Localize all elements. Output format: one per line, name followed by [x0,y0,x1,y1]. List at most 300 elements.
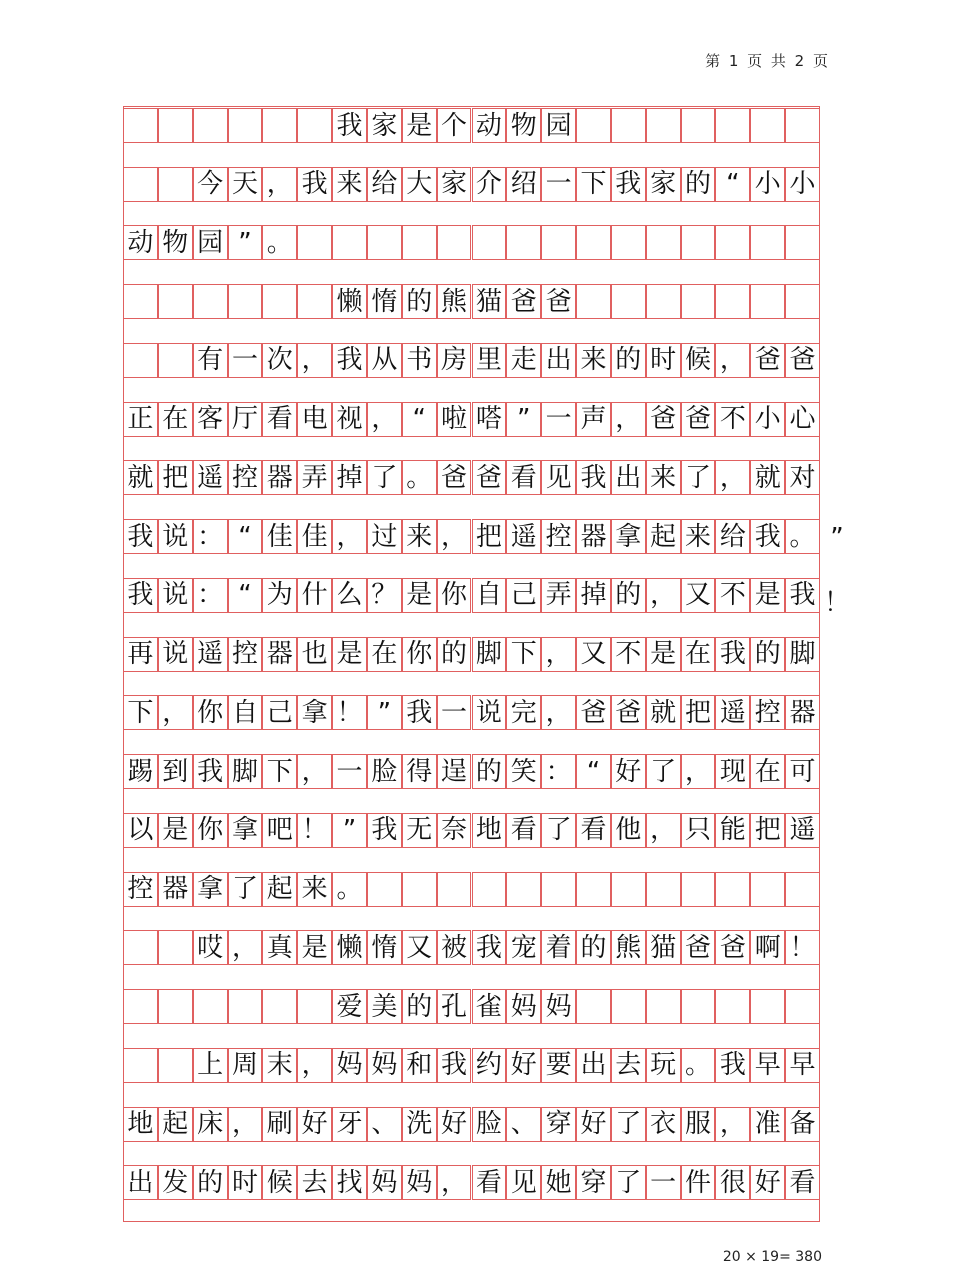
grid-cell [785,108,820,143]
grid-cell [228,989,263,1024]
grid-cell: ， [228,930,263,965]
grid-cell: 玩 [646,1048,681,1083]
grid-cell [541,872,576,907]
grid-cell: 妈 [541,989,576,1024]
grid-cell: 啊 [750,930,785,965]
grid-cell: 把 [750,813,785,848]
grid-cell: ， [646,578,681,613]
grid-cell: 真 [262,930,297,965]
grid-cell: 一 [646,1165,681,1200]
grid-cell: 惰 [367,284,402,319]
grid-cell: 了 [541,813,576,848]
grid-cell: 。 [681,1048,716,1083]
grid-cell: 穿 [541,1107,576,1142]
grid-cell: 见 [506,1165,541,1200]
grid-cell [785,872,820,907]
grid-cell: 妈 [332,1048,367,1083]
grid-cell: 我 [750,519,785,554]
grid-cell [611,284,646,319]
grid-cell: 早 [750,1048,785,1083]
grid-cell: 拿 [228,813,263,848]
grid-cell: 是 [750,578,785,613]
grid-cell [367,872,402,907]
grid-cell: ！ [785,930,820,965]
grid-cell [576,872,611,907]
grid-cell: 我 [193,754,228,789]
grid-cell: 对 [785,460,820,495]
grid-cell [193,284,228,319]
grid-cell: 奈 [437,813,472,848]
grid-cell: 、 [367,1107,402,1142]
grid-cell [228,284,263,319]
grid-cell: 掉 [576,578,611,613]
grid-cell: 完 [506,695,541,730]
grid-cell: 我 [367,813,402,848]
grid-cell [262,108,297,143]
grid-cell [785,989,820,1024]
grid-cell [158,1048,193,1083]
grid-cell: 好 [750,1165,785,1200]
grid-cell: 我 [297,167,332,202]
overflow-punctuation: ” [830,523,844,554]
grid-cell: 就 [123,460,158,495]
grid-cell: 什 [297,578,332,613]
grid-cell: 可 [785,754,820,789]
grid-cell [750,284,785,319]
grid-cell: 的 [402,284,437,319]
grid-cell: 爸 [715,930,750,965]
grid-cell: ， [681,754,716,789]
grid-cell: 下 [576,167,611,202]
grid-cell: 、 [506,1107,541,1142]
grid-cell: 好 [437,1107,472,1142]
grid-cell: 看 [506,460,541,495]
grid-cell: 动 [123,225,158,260]
grid-cell: 地 [472,813,507,848]
grid-cell [576,225,611,260]
grid-cell [785,225,820,260]
grid-cell: 很 [715,1165,750,1200]
grid-cell: 穿 [576,1165,611,1200]
grid-cell: 就 [646,695,681,730]
grid-cell: 里 [472,343,507,378]
grid-cell: 脸 [367,754,402,789]
grid-cell [576,284,611,319]
grid-cell: ， [228,1107,263,1142]
grid-cell: 电 [297,402,332,437]
grid-cell: 猫 [646,930,681,965]
grid-cell: 约 [472,1048,507,1083]
grid-cell: 掉 [332,460,367,495]
grid-cell: 的 [750,637,785,672]
grid-cell: 爸 [681,930,716,965]
grid-cell: 的 [611,343,646,378]
grid-cell: 起 [646,519,681,554]
grid-cell [715,989,750,1024]
grid-cell: ： [541,754,576,789]
grid-cell: 到 [158,754,193,789]
grid-cell [715,284,750,319]
grid-cell: 美 [367,989,402,1024]
grid-cell: 就 [750,460,785,495]
grid-cell: 动 [472,108,507,143]
grid-cell: 爸 [750,343,785,378]
grid-cell [262,284,297,319]
grid-cell: 正 [123,402,158,437]
grid-cell: 懒 [332,284,367,319]
grid-cell: 把 [681,695,716,730]
grid-cell: ， [541,695,576,730]
grid-cell: 我 [576,460,611,495]
grid-cell: 的 [193,1165,228,1200]
grid-cell: 弄 [297,460,332,495]
grid-cell: 器 [262,637,297,672]
grid-cell: 来 [576,343,611,378]
grid-cell: 我 [715,1048,750,1083]
grid-cell: 候 [262,1165,297,1200]
grid-cell: 说 [472,695,507,730]
grid-cell: 佳 [297,519,332,554]
grid-cell: 又 [681,578,716,613]
grid-cell: ， [297,1048,332,1083]
grid-cell: 了 [228,872,263,907]
grid-cell: 脚 [228,754,263,789]
grid-cell: ， [158,695,193,730]
grid-cell: 来 [297,872,332,907]
grid-cell [193,989,228,1024]
grid-cell: 去 [611,1048,646,1083]
grid-cell [506,225,541,260]
grid-cell: 大 [402,167,437,202]
grid-cell: 在 [750,754,785,789]
grid-cell: 末 [262,1048,297,1083]
grid-cell: 去 [297,1165,332,1200]
grid-cell: 要 [541,1048,576,1083]
grid-cell: 器 [576,519,611,554]
grid-cell: 书 [402,343,437,378]
grid-cell: 踢 [123,754,158,789]
grid-cell: 我 [472,930,507,965]
grid-cell: 出 [611,460,646,495]
grid-cell: 把 [472,519,507,554]
grid-cell: 看 [506,813,541,848]
grid-cell: “ [715,167,750,202]
grid-cell: 得 [402,754,437,789]
grid-cell: ， [437,519,472,554]
grid-cell [123,930,158,965]
grid-cell: 天 [228,167,263,202]
grid-cell: 一 [541,167,576,202]
grid-cell: 佳 [262,519,297,554]
grid-cell: 绍 [506,167,541,202]
grid-cell: 。 [402,460,437,495]
grid-cell: ！ [297,813,332,848]
grid-cell: 的 [472,754,507,789]
grid-cell: 的 [681,167,716,202]
grid-cell: 次 [262,343,297,378]
grid-cell: 控 [123,872,158,907]
grid-cell: 周 [228,1048,263,1083]
grid-cell: 服 [681,1107,716,1142]
grid-cell: 控 [228,460,263,495]
grid-cell: 下 [506,637,541,672]
grid-cell: 准 [750,1107,785,1142]
grid-cell: 是 [332,637,367,672]
grid-cell: 小 [750,402,785,437]
grid-cell [437,225,472,260]
grid-cell: 把 [158,460,193,495]
grid-cell: 控 [541,519,576,554]
grid-cell: 牙 [332,1107,367,1142]
grid-cell [646,989,681,1024]
grid-cell: 不 [611,637,646,672]
grid-cell [332,225,367,260]
grid-cell: 我 [332,343,367,378]
grid-cell: 己 [262,695,297,730]
grid-cell: 从 [367,343,402,378]
grid-cell: 下 [123,695,158,730]
grid-cell [297,225,332,260]
grid-cell [158,930,193,965]
grid-cell: 器 [158,872,193,907]
grid-cell: 能 [715,813,750,848]
grid-cell: 以 [123,813,158,848]
grid-cell: 和 [402,1048,437,1083]
grid-cell: 下 [262,754,297,789]
grid-cell: 又 [402,930,437,965]
grid-cell [472,225,507,260]
grid-cell: 床 [193,1107,228,1142]
grid-cell: 我 [123,519,158,554]
grid-cell: “ [402,402,437,437]
grid-cell: 在 [158,402,193,437]
grid-cell: 了 [646,754,681,789]
grid-cell: ” [228,225,263,260]
grid-cell: 好 [506,1048,541,1083]
grid-cell: 遥 [715,695,750,730]
grid-cell [158,989,193,1024]
grid-cell: 我 [785,578,820,613]
grid-cell: 物 [506,108,541,143]
grid-cell: 啦 [437,402,472,437]
grid-cell: 你 [193,695,228,730]
grid-cell [158,167,193,202]
grid-cell: 的 [576,930,611,965]
grid-cell: 是 [402,108,437,143]
grid-cell: 么 [332,578,367,613]
grid-cell: 洗 [402,1107,437,1142]
grid-cell: 走 [506,343,541,378]
grid-cell [123,1048,158,1083]
grid-cell: 的 [402,989,437,1024]
grid-cell: 刷 [262,1107,297,1142]
grid-cell [750,225,785,260]
grid-cell: ， [715,343,750,378]
grid-cell [611,108,646,143]
grid-cell [576,989,611,1024]
grid-cell [123,343,158,378]
grid-cell: 看 [262,402,297,437]
grid-cell: 笑 [506,754,541,789]
grid-cell: 好 [576,1107,611,1142]
grid-cell: 爸 [506,284,541,319]
grid-cell [646,872,681,907]
grid-cell: 小 [750,167,785,202]
grid-cell: 脚 [472,637,507,672]
grid-cell: 来 [681,519,716,554]
grid-cell: 也 [297,637,332,672]
grid-cell: 介 [472,167,507,202]
grid-cell: 在 [367,637,402,672]
grid-cell: 好 [297,1107,332,1142]
grid-cell: 我 [332,108,367,143]
grid-cell: 物 [158,225,193,260]
grid-cell: 懒 [332,930,367,965]
grid-cell: 只 [681,813,716,848]
grid-cell: 惰 [367,930,402,965]
grid-cell [506,872,541,907]
grid-cell [646,225,681,260]
grid-cell [681,108,716,143]
grid-cell: 过 [367,519,402,554]
grid-cell: 候 [681,343,716,378]
grid-cell: ， [715,460,750,495]
grid-cell: 我 [611,167,646,202]
grid-cell: 厅 [228,402,263,437]
grid-cell: 一 [332,754,367,789]
grid-cell [402,872,437,907]
grid-cell: 一 [437,695,472,730]
grid-cell: 来 [402,519,437,554]
grid-cell: 时 [228,1165,263,1200]
grid-cell [750,989,785,1024]
grid-cell [576,108,611,143]
grid-cell [402,225,437,260]
grid-cell: “ [576,754,611,789]
grid-cell: 早 [785,1048,820,1083]
grid-cell: 熊 [611,930,646,965]
grid-cell: ” [367,695,402,730]
grid-cell: 自 [472,578,507,613]
grid-cell [750,108,785,143]
grid-cell: ， [297,754,332,789]
grid-cell: 拿 [193,872,228,907]
grid-cell: ， [332,519,367,554]
grid-cell: 自 [228,695,263,730]
grid-cell [715,108,750,143]
grid-cell [158,108,193,143]
grid-cell: 弄 [541,578,576,613]
grid-cell: ， [541,637,576,672]
grid-cell: 衣 [646,1107,681,1142]
grid-cell: 拿 [297,695,332,730]
grid-cell: 园 [541,108,576,143]
grid-cell: 无 [402,813,437,848]
grid-cell: 爸 [785,343,820,378]
grid-cell [611,225,646,260]
grid-cell: 我 [437,1048,472,1083]
grid-cell: 一 [228,343,263,378]
grid-cell: 说 [158,519,193,554]
grid-cell: ， [646,813,681,848]
grid-cell: 家 [367,108,402,143]
grid-cell: 爸 [437,460,472,495]
grid-cell: 孔 [437,989,472,1024]
grid-cell: 逞 [437,754,472,789]
grid-cell: 看 [576,813,611,848]
grid-cell: 起 [158,1107,193,1142]
grid-cell: 客 [193,402,228,437]
grid-cell: 拿 [611,519,646,554]
grid-cell: 了 [611,1165,646,1200]
grid-cell: 了 [681,460,716,495]
grid-cell: 了 [367,460,402,495]
grid-cell: 又 [576,637,611,672]
grid-cell: 出 [123,1165,158,1200]
grid-cell [437,872,472,907]
grid-cell: 今 [193,167,228,202]
grid-cell: 找 [332,1165,367,1200]
grid-cell: 给 [715,519,750,554]
grid-cell: ” [506,402,541,437]
grid-cell [297,108,332,143]
grid-cell [297,284,332,319]
grid-cell [646,284,681,319]
grid-cell: 我 [715,637,750,672]
composition-grid [123,106,820,1222]
grid-cell: 妈 [506,989,541,1024]
grid-cell: 来 [332,167,367,202]
grid-cell: ， [262,167,297,202]
grid-cell: 爸 [681,402,716,437]
grid-cell [611,989,646,1024]
grid-cell: 我 [402,695,437,730]
grid-cell: 他 [611,813,646,848]
grid-cell: 妈 [367,1165,402,1200]
grid-cell: 你 [402,637,437,672]
grid-cell: 视 [332,402,367,437]
grid-cell: 你 [193,813,228,848]
grid-cell [611,872,646,907]
grid-cell [472,872,507,907]
grid-cell: 个 [437,108,472,143]
grid-cell: 声 [576,402,611,437]
grid-cell: 小 [785,167,820,202]
grid-cell: 。 [785,519,820,554]
grid-cell [681,872,716,907]
grid-cell: 说 [158,637,193,672]
grid-cell: 不 [715,402,750,437]
grid-cell: ， [367,402,402,437]
grid-cell: 上 [193,1048,228,1083]
grid-cell: 爸 [472,460,507,495]
grid-cell: 爸 [611,695,646,730]
grid-cell [297,989,332,1024]
grid-cell: 现 [715,754,750,789]
grid-cell [681,989,716,1024]
grid-cell: 家 [646,167,681,202]
grid-cell: 爸 [576,695,611,730]
grid-cell [541,225,576,260]
grid-cell: ： [193,578,228,613]
grid-cell: 雀 [472,989,507,1024]
grid-cell: 在 [681,637,716,672]
grid-cell: 妈 [402,1165,437,1200]
grid-cell [123,108,158,143]
grid-cell: 地 [123,1107,158,1142]
grid-cell [785,284,820,319]
grid-cell [681,284,716,319]
